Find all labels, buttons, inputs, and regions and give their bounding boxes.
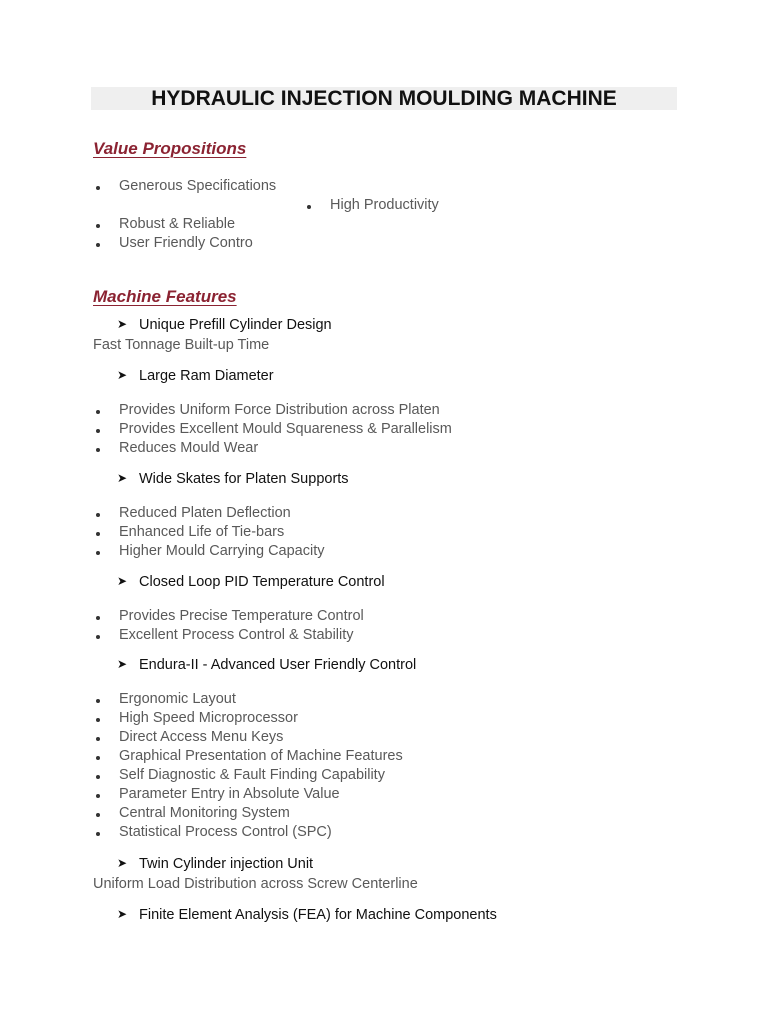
value-proposition-item: High Productivity bbox=[330, 197, 439, 213]
bullet-dot-icon bbox=[96, 756, 100, 760]
bullet-dot-icon bbox=[307, 205, 311, 209]
feature-bullet: Ergonomic Layout bbox=[119, 691, 236, 707]
bullet-dot-icon bbox=[96, 513, 100, 517]
bullet-dot-icon bbox=[96, 813, 100, 817]
bullet-dot-icon bbox=[96, 775, 100, 779]
feature-section-title: Closed Loop PID Temperature Control bbox=[139, 574, 385, 590]
feature-bullet: Reduces Mould Wear bbox=[119, 440, 259, 456]
value-proposition-item: Robust & Reliable bbox=[119, 216, 236, 232]
bullet-dot-icon bbox=[96, 635, 100, 639]
bullet-dot-icon bbox=[96, 794, 100, 798]
feature-bullet: High Speed Microprocessor bbox=[119, 710, 298, 726]
feature-bullet: Enhanced Life of Tie-bars bbox=[119, 524, 285, 540]
feature-section-title: Twin Cylinder injection Unit bbox=[139, 856, 314, 872]
arrowhead-bullet-icon: ➤ bbox=[117, 317, 128, 331]
feature-description: Uniform Load Distribution across Screw Centerline bbox=[93, 876, 418, 892]
feature-section-title: Finite Element Analysis (FEA) for Machine Components bbox=[139, 907, 497, 923]
bullet-dot-icon bbox=[96, 224, 100, 228]
bullet-dot-icon bbox=[96, 410, 100, 414]
arrowhead-bullet-icon: ➤ bbox=[117, 907, 128, 921]
value-proposition-item: User Friendly Contro bbox=[119, 235, 253, 251]
feature-bullet: Higher Mould Carrying Capacity bbox=[119, 543, 325, 559]
bullet-dot-icon bbox=[96, 186, 100, 190]
feature-bullet: Reduced Platen Deflection bbox=[119, 505, 291, 521]
feature-bullet: Excellent Process Control & Stability bbox=[119, 627, 354, 643]
value-proposition-item: Generous Specifications bbox=[119, 178, 277, 194]
feature-bullet: Statistical Process Control (SPC) bbox=[119, 824, 332, 840]
feature-bullet: Self Diagnostic & Fault Finding Capability bbox=[119, 767, 385, 783]
bullet-dot-icon bbox=[96, 616, 100, 620]
arrowhead-bullet-icon: ➤ bbox=[117, 856, 128, 870]
feature-description: Fast Tonnage Built-up Time bbox=[93, 337, 270, 353]
feature-bullet: Direct Access Menu Keys bbox=[119, 729, 284, 745]
feature-section-title: Wide Skates for Platen Supports bbox=[139, 471, 349, 487]
bullet-dot-icon bbox=[96, 551, 100, 555]
feature-section-title: Unique Prefill Cylinder Design bbox=[139, 317, 332, 333]
feature-bullet: Provides Uniform Force Distribution across Platen bbox=[119, 402, 440, 418]
feature-bullet: Provides Precise Temperature Control bbox=[119, 608, 364, 624]
feature-bullet: Parameter Entry in Absolute Value bbox=[119, 786, 340, 802]
bullet-dot-icon bbox=[96, 243, 100, 247]
bullet-dot-icon bbox=[96, 532, 100, 536]
feature-section-title: Endura-II - Advanced User Friendly Control bbox=[139, 657, 417, 673]
bullet-dot-icon bbox=[96, 832, 100, 836]
arrowhead-bullet-icon: ➤ bbox=[117, 368, 128, 382]
feature-bullet: Provides Excellent Mould Squareness & Parallelism bbox=[119, 421, 452, 437]
arrowhead-bullet-icon: ➤ bbox=[117, 471, 128, 485]
bullet-dot-icon bbox=[96, 718, 100, 722]
document-title: HYDRAULIC INJECTION MOULDING MACHINE bbox=[151, 87, 617, 110]
arrowhead-bullet-icon: ➤ bbox=[117, 574, 128, 588]
bullet-dot-icon bbox=[96, 699, 100, 703]
machine-features-heading: Machine Features bbox=[93, 287, 237, 306]
feature-bullet: Graphical Presentation of Machine Features bbox=[119, 748, 403, 764]
bullet-dot-icon bbox=[96, 429, 100, 433]
feature-section-title: Large Ram Diameter bbox=[139, 368, 274, 384]
bullet-dot-icon bbox=[96, 737, 100, 741]
value-propositions-heading: Value Propositions bbox=[93, 139, 247, 158]
arrowhead-bullet-icon: ➤ bbox=[117, 657, 128, 671]
title-bar bbox=[91, 87, 677, 110]
bullet-dot-icon bbox=[96, 448, 100, 452]
feature-bullet: Central Monitoring System bbox=[119, 805, 290, 821]
